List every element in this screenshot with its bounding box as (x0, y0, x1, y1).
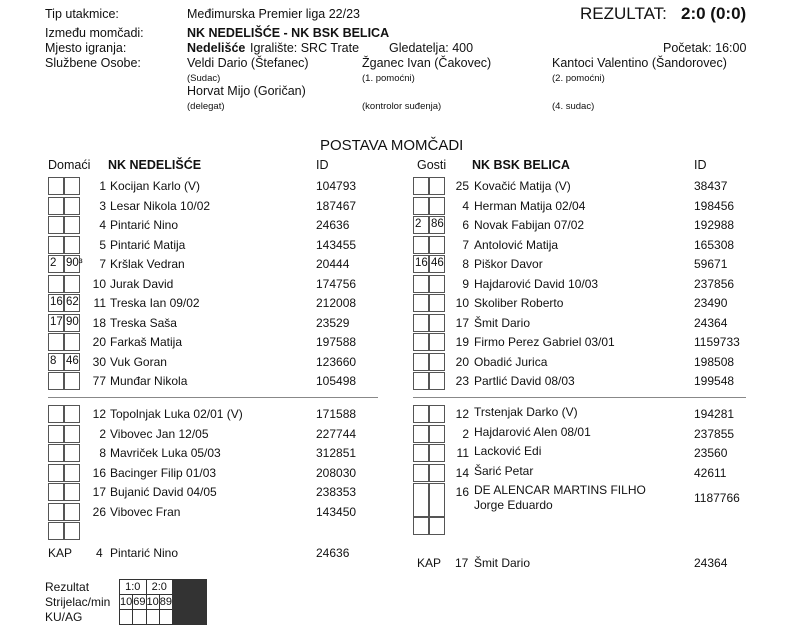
home-starter-box-a (48, 197, 64, 215)
away-sub-player-id: 1187766 (694, 491, 740, 505)
place-town: Nedelišće (187, 41, 246, 55)
away-sub-shirt-number: 11 (456, 446, 469, 460)
away-starter-player-name: Herman Matija 02/04 (474, 198, 586, 213)
officials-label: Službene Osobe: (45, 56, 141, 70)
home-sub-box-a (48, 405, 64, 423)
away-sub-player-name: Hajdarović Alen 08/01 (474, 424, 591, 439)
away-starter-player-id: 198508 (694, 354, 735, 369)
away-sub-player-id: 237855 (694, 426, 735, 441)
footer-label-card: KU/AG (45, 610, 83, 624)
away-starter-player-name: Obadić Jurica (474, 354, 548, 369)
home-starter-sub-min: 46 (66, 354, 79, 367)
home-starter-player-id: 105498 (316, 374, 357, 388)
home-sub-player-id: 143450 (316, 504, 357, 519)
footer-label-scorer: Strijelac/min (45, 595, 111, 609)
away-sub-player-name: Trstenjak Darko (V) (474, 405, 578, 419)
away-starter-player-id: 23490 (694, 296, 728, 310)
teams-label: Između momčadi: (45, 26, 144, 40)
footer-cell (120, 610, 133, 625)
footer-row (120, 580, 207, 595)
home-starter-player-id: 212008 (316, 296, 357, 310)
home-starter-player-id: 143455 (316, 237, 357, 252)
home-starter-player-name: Kocijan Karlo (V) (110, 179, 201, 193)
footer-cell (146, 610, 159, 625)
home-sub-player-id: 227744 (316, 426, 357, 441)
home-sub-player-name: Bujanić David 04/05 (110, 485, 217, 499)
home-sub-player-name: Vibovec Fran (110, 504, 181, 519)
home-sub-player-name: Mavriček Luka 05/03 (110, 446, 221, 460)
official-delegate-role: (delegat) (187, 101, 225, 112)
place-ground: Igralište: SRC Trate (250, 41, 360, 55)
home-starter-sub-num: 17 (50, 315, 63, 328)
home-starter-box-b (64, 236, 80, 254)
away-starter-player-id: 192988 (694, 218, 735, 232)
home-starter-sub-min: 62 (66, 296, 79, 308)
home-starter-player-name: Pintarić Nino (110, 218, 179, 232)
away-sub-box-b (429, 405, 445, 423)
home-sub-box-b (64, 464, 80, 482)
home-starter-player-name: Munđar Nikola (110, 374, 188, 388)
away-starter-player-name: Antolović Matija (474, 237, 559, 252)
away-sub-box-a (413, 517, 429, 535)
away-starter-box-b (429, 197, 445, 215)
home-divider (48, 397, 378, 398)
official-assistant1-name: Žganec Ivan (Čakovec) (362, 56, 492, 70)
away-starter-player-name: Piškor Davor (474, 257, 543, 271)
away-starter-shirt-number: 9 (462, 276, 469, 291)
away-sub-shirt-number: 12 (455, 407, 469, 421)
official-controller-role: (kontrolor suđenja) (362, 101, 442, 112)
away-sub-box-b (429, 464, 445, 482)
away-sub-player-id: 23560 (694, 446, 728, 460)
footer-label-result: Rezultat (45, 580, 90, 594)
home-sub-player-id: 208030 (316, 465, 357, 480)
away-starter-box-b (429, 314, 445, 332)
away-starter-box-a (413, 353, 429, 371)
home-starter-player-name: Vuk Goran (110, 354, 167, 369)
away-starter-player-id: 38437 (694, 179, 728, 193)
home-starter-player-name: Jurak David (110, 276, 174, 291)
home-sub-box-a (48, 425, 64, 443)
home-starter-player-name: Farkaš Matija (110, 335, 183, 349)
away-sub-shirt-number: 2 (462, 426, 469, 441)
home-starter-box-b (64, 177, 80, 195)
official-assistant1-role: (1. pomoćni) (362, 73, 415, 84)
away-starter-shirt-number: 6 (462, 218, 469, 232)
away-starter-player-name: Partlić David 08/03 (474, 374, 575, 388)
away-starter-sub-min: 46 (431, 257, 444, 269)
home-sub-shirt-number: 16 (92, 465, 106, 480)
away-starter-box-b (429, 372, 445, 390)
place-label: Mjesto igranja: (45, 41, 127, 55)
away-starter-box-a (413, 294, 429, 312)
home-starter-player-name: Pintarić Matija (110, 237, 186, 252)
home-starter-box-a (48, 216, 64, 234)
home-starter-shirt-number: 18 (92, 315, 106, 330)
home-starter-sub-num: 8 (50, 354, 57, 367)
away-kap-num: 17 (455, 556, 469, 570)
away-starter-shirt-number: 20 (455, 354, 469, 369)
away-starter-box-a (413, 236, 429, 254)
away-starter-player-id: 165308 (694, 237, 735, 252)
away-starter-shirt-number: 25 (455, 179, 469, 193)
away-starter-player-name: Novak Fabijan 07/02 (474, 218, 585, 232)
home-starter-box-a (48, 333, 64, 351)
away-starter-box-a (413, 372, 429, 390)
footer-row (120, 610, 207, 625)
home-sub-shirt-number: 17 (92, 485, 106, 499)
home-sub-shirt-number: 8 (99, 446, 106, 460)
home-starter-shirt-number: 1 (99, 179, 106, 193)
home-sub-box-a (48, 503, 64, 521)
home-sub-box-a (48, 444, 64, 462)
away-starter-player-id: 237856 (694, 276, 735, 291)
home-sub-shirt-number: 12 (92, 407, 106, 421)
footer-scorer-cell: 10 (146, 596, 159, 608)
home-sub-box-b (64, 503, 80, 521)
home-starter-shirt-number: 20 (92, 335, 106, 349)
official-referee-role: (Sudac) (187, 73, 221, 84)
home-starter-shirt-number: 7 (99, 257, 106, 271)
home-sub-player-id: 312851 (316, 446, 357, 460)
home-sub-box-b (64, 425, 80, 443)
away-starter-sub-num: 16 (415, 257, 428, 269)
home-starter-shirt-number: 11 (93, 296, 106, 310)
footer-cell (206, 610, 207, 625)
home-starter-box-a (48, 236, 64, 254)
place-crowd: Gledatelja: 400 (389, 41, 474, 55)
away-starter-player-name: Šmit Dario (474, 315, 531, 330)
away-starter-box-a (413, 275, 429, 293)
away-sub-shirt-number: 14 (455, 465, 469, 480)
away-starter-shirt-number: 19 (455, 335, 469, 349)
away-sub-player-id: 194281 (694, 407, 735, 421)
away-starter-player-name: Skoliber Roberto (474, 296, 564, 310)
home-starter-player-id: 174756 (316, 276, 357, 291)
home-starter-sub-min: 90³ (66, 257, 83, 269)
teams-value: NK NEDELIŠĆE - NK BSK BELICA (187, 26, 390, 40)
official-assistant2-name: Kantoci Valentino (Šandorovec) (552, 56, 727, 70)
away-kap-id: 24364 (694, 556, 728, 570)
away-starter-box-b (429, 294, 445, 312)
home-starter-player-name: Kršlak Vedran (110, 257, 185, 271)
away-starter-player-id: 1159733 (694, 335, 740, 349)
home-starter-player-id: 187467 (316, 198, 357, 213)
official-delegate-name: Horvat Mijo (Goričan) (187, 84, 306, 98)
home-side-label: Domaći (48, 158, 91, 172)
home-starter-box-b (64, 275, 80, 293)
home-kap-label: KAP (48, 546, 73, 560)
away-sub-player-name: DE ALENCAR MARTINS FILHO (474, 483, 646, 497)
home-kap-name: Pintarić Nino (110, 546, 179, 560)
away-starter-shirt-number: 17 (455, 315, 469, 330)
away-starter-shirt-number: 4 (462, 198, 469, 213)
away-sub-box-a (413, 444, 429, 462)
home-sub-player-id: 171588 (316, 407, 357, 421)
home-sub-player-name: Vibovec Jan 12/05 (110, 426, 209, 441)
home-kap-id: 24636 (316, 546, 350, 560)
home-sub-player-name: Bacinger Filip 01/03 (110, 465, 217, 480)
home-starter-shirt-number: 30 (92, 354, 106, 369)
away-starter-box-b (429, 333, 445, 351)
away-starter-player-id: 24364 (694, 315, 728, 330)
home-starter-sub-num: 2 (50, 257, 57, 269)
away-starter-sub-num: 2 (415, 218, 422, 230)
home-starter-box-a (48, 275, 64, 293)
away-sub-box-a (413, 425, 429, 443)
home-sub-shirt-number: 2 (99, 426, 106, 441)
home-sub-box-b (64, 444, 80, 462)
official-referee-name: Veldi Dario (Štefanec) (187, 56, 309, 70)
home-sub-player-name: Topolnjak Luka 02/01 (V) (110, 407, 243, 421)
away-sub-player-name: Šarić Petar (474, 463, 534, 478)
home-starter-shirt-number: 3 (99, 198, 106, 213)
home-starter-box-a (48, 177, 64, 195)
home-starter-shirt-number: 5 (99, 237, 106, 252)
home-starter-box-b (64, 197, 80, 215)
away-sub-box-b (429, 517, 445, 535)
away-divider (413, 397, 746, 398)
away-sub-box-b (429, 444, 445, 462)
home-starter-shirt-number: 77 (92, 374, 106, 388)
result-value: 2:0 (0:0) (681, 4, 747, 23)
home-starter-box-a (48, 372, 64, 390)
away-id-header: ID (694, 158, 707, 172)
home-starter-box-b (64, 333, 80, 351)
home-sub-box-a (48, 522, 64, 540)
away-starter-player-name: Hajdarović David 10/03 (474, 276, 599, 291)
away-starter-box-b (429, 275, 445, 293)
away-side-label: Gosti (417, 158, 447, 172)
footer-score-cell: 1:0 (120, 580, 147, 595)
footer-cell (159, 610, 172, 625)
away-starter-box-a (413, 177, 429, 195)
away-starter-shirt-number: 7 (462, 237, 469, 252)
away-starter-sub-min: 86 (431, 218, 444, 230)
away-starter-box-b (429, 177, 445, 195)
away-sub-box-b (429, 425, 445, 443)
home-starter-shirt-number: 10 (92, 276, 106, 291)
away-sub-player-name: Lacković Edi (474, 444, 542, 458)
home-sub-player-id: 238353 (316, 485, 357, 499)
away-starter-box-b (429, 236, 445, 254)
footer-table (119, 579, 207, 625)
home-starter-player-id: 24636 (316, 218, 350, 232)
away-starter-player-name: Kovačić Matija (V) (474, 179, 571, 193)
footer-cell (133, 610, 146, 625)
home-team-name: NK NEDELIŠĆE (108, 158, 202, 172)
away-sub-box-a (413, 405, 429, 423)
away-starter-shirt-number: 23 (455, 374, 469, 388)
away-sub-player-id: 42611 (694, 465, 727, 480)
footer-score-cell: 2:0 (146, 580, 173, 595)
home-sub-box-b (64, 483, 80, 501)
home-sub-shirt-number: 26 (92, 504, 106, 519)
home-starter-player-id: 104793 (316, 179, 357, 193)
away-sub-box-b (429, 483, 445, 517)
home-starter-player-name: Treska Saša (110, 315, 177, 330)
home-starter-shirt-number: 4 (99, 218, 106, 232)
result-label: REZULTAT: (580, 4, 667, 23)
footer-scorer-cell: 89 (159, 596, 172, 608)
home-kap-num: 4 (96, 546, 103, 560)
match-type-value: Međimurska Premier liga 22/23 (187, 7, 360, 21)
away-sub-player-name-2: Jorge Eduardo (474, 498, 553, 512)
home-sub-box-b (64, 522, 80, 540)
start-time: Početak: 16:00 (663, 41, 747, 55)
away-starter-player-id: 198456 (694, 198, 735, 213)
official-assistant2-role: (2. pomoćni) (552, 73, 605, 84)
home-starter-sub-min: 90 (66, 315, 79, 328)
away-team-name: NK BSK BELICA (472, 158, 570, 172)
away-starter-shirt-number: 10 (455, 296, 469, 310)
footer-scorer-cell: 69 (133, 596, 146, 608)
away-sub-shirt-number: 16 (455, 485, 469, 499)
away-kap-label: KAP (417, 556, 442, 570)
home-starter-player-id: 123660 (316, 354, 357, 369)
away-starter-shirt-number: 8 (462, 257, 469, 271)
away-starter-box-a (413, 314, 429, 332)
home-starter-player-id: 197588 (316, 335, 357, 349)
away-starter-player-id: 59671 (694, 257, 728, 271)
home-sub-box-b (64, 405, 80, 423)
home-starter-player-name: Lesar Nikola 10/02 (110, 198, 211, 213)
away-kap-name: Šmit Dario (474, 556, 531, 570)
home-starter-player-id: 23529 (316, 315, 350, 330)
footer-cell (206, 580, 207, 595)
footer-scorer-cell: 10 (120, 596, 133, 608)
home-starter-player-name: Treska Ian 09/02 (110, 296, 200, 310)
away-starter-box-b (429, 353, 445, 371)
home-starter-box-b (64, 372, 80, 390)
match-type-label: Tip utakmice: (45, 7, 119, 21)
official-fourth-role: (4. sudac) (552, 101, 595, 112)
home-sub-box-a (48, 464, 64, 482)
away-starter-box-a (413, 333, 429, 351)
home-starter-box-b (64, 216, 80, 234)
footer-row (120, 595, 207, 610)
home-id-header: ID (316, 158, 329, 172)
home-sub-box-a (48, 483, 64, 501)
away-starter-box-a (413, 197, 429, 215)
away-starter-player-name: Firmo Perez Gabriel 03/01 (474, 335, 615, 349)
away-sub-box-a (413, 464, 429, 482)
lineup-title: POSTAVA MOMČADI (320, 137, 464, 154)
away-sub-box-a (413, 483, 429, 517)
away-starter-player-id: 199548 (694, 374, 735, 388)
home-starter-sub-num: 16 (50, 296, 63, 308)
footer-cell (206, 595, 207, 610)
home-starter-player-id: 20444 (316, 257, 350, 271)
